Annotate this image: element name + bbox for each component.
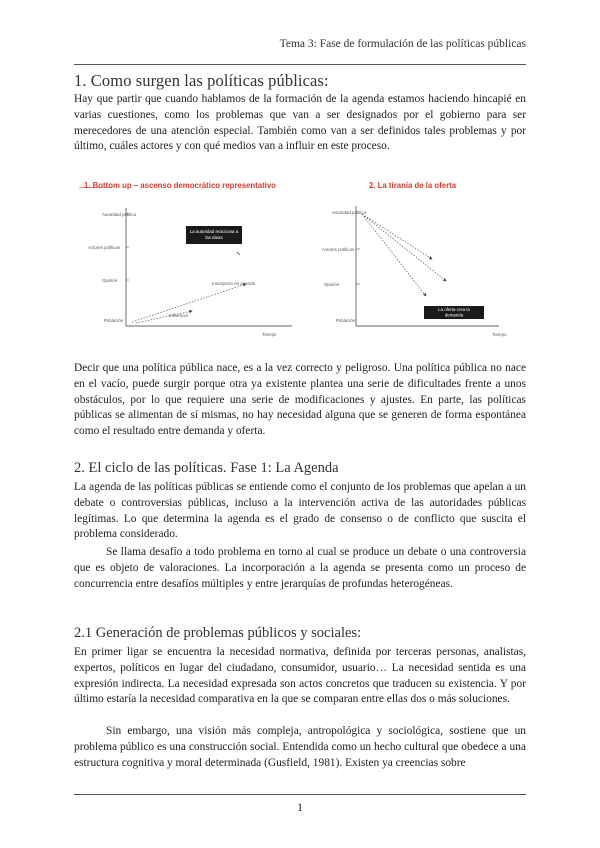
- supply-tyranny-diagram: [322, 181, 507, 337]
- bottom-up-title: 1. Bottom up – ascenso democrático representativo: [84, 181, 276, 190]
- section-1-paragraph-1: Hay que partir que cuando hablamos de la formación de la agenda estamos haciendo hincapié en varias cuestiones, como los problemas que van a ser designados por el gobierno para ser merecedores de una atención especial. También como van a ser definidos tales problemas y por último, cuáles actores y con qué medios van a influir en este proceso.: [74, 93, 526, 153]
- left-label-opinion: Opinión: [102, 278, 118, 283]
- page-number: 1: [297, 800, 303, 814]
- left-tick-mark: [237, 252, 240, 255]
- right-x-label: Tiempo: [492, 332, 507, 337]
- left-box-line-1: La autoridad reacciona a: [189, 229, 239, 234]
- right-label-actores: Actores políticos: [322, 247, 355, 252]
- header-rule: [74, 64, 526, 65]
- figure-svg: [74, 176, 526, 348]
- left-label-inscripcion: Inscripción en agenda: [212, 281, 255, 286]
- section-2-heading: 2. El ciclo de las políticas. Fase 1: La Agenda: [74, 460, 339, 476]
- section-2-1-paragraph-2: Sin embargo, una visión más compleja, antropológica y sociológica, sostiene que un problema público es una construcción social. Entendida como un hecho cultural que obedece a una estructura cognitiva y moral determinada (Gusfield, 1981). Existen ya creencias sobre: [74, 725, 526, 769]
- left-dashed-arrow-long: [132, 284, 246, 322]
- section-2-1-paragraph-1: En primer ligar se encuentra la necesidad normativa, definida por terceras personas, analistas, expertos, políticos en lugar del ciudadano, consumidor, usuario… La necesidad sentida es una expresión indirecta. La necesidad expresada son actos concretos que traducen su existencia. Y por último estaría la necesidad comparativa en la que se comparan entre ellas dos o más soluciones.: [74, 646, 526, 706]
- section-1-paragraph-2: Decir que una política pública nace, es a la vez correcto y peligroso. Una política pública no nace en el vacío, puede surgir porque otra ya existente plantea una serie de dificultades frente a unos obstáculos, por lo que requiere una serie de modificaciones y ajustes. En parte, las políticas públicas se alimentan de sí mismas, no hay necesidad alguna que se generen de forma espontánea como el resultado entre demanda y oferta.: [74, 362, 526, 438]
- bottom-up-diagram: [79, 181, 292, 337]
- left-label-autoridad: Autoridad pública: [102, 212, 136, 217]
- section-2-paragraph-2: Se llama desafío a todo problema en torno al cual se produce un debate o una controversia que es objeto de valoraciones. La incorporación a la agenda se presenta como un proceso de concurrencia entre desafíos múltiples y entre jerarquías de profundas heterogéneas.: [74, 546, 526, 590]
- footer-rule: [74, 794, 526, 795]
- right-label-opinion: Opinión: [324, 282, 340, 287]
- right-label-poblacion: Población: [336, 318, 356, 323]
- figure-policy-diagrams: [74, 176, 526, 348]
- left-label-actores: Actores políticos: [88, 245, 121, 250]
- right-dashed-arrow-1: [362, 214, 432, 259]
- section-2-1-heading: 2.1 Generación de problemas públicos y sociales:: [74, 625, 362, 641]
- right-box-line-1: La oferta crea la: [438, 307, 470, 312]
- left-label-influencia: Influencia: [169, 313, 188, 318]
- left-box-line-2: las ideas: [205, 235, 223, 240]
- right-dashed-arrow-3: [362, 214, 426, 296]
- right-box-line-2: demanda: [444, 312, 464, 318]
- left-label-poblacion: Población: [104, 318, 124, 323]
- right-label-autoridad: Autoridad pública: [332, 210, 366, 215]
- section-2-paragraph-1: La agenda de las políticas públicas se entiende como el conjunto de los problemas que apelan a un debate o controversias públicas, incluso a la intervención activa de las autoridades públicas legítimas. Lo que determina la agenda es el grado de consenso o de conflicto que suscita el problema considerado.: [74, 481, 526, 541]
- left-x-label: Tiempo: [262, 332, 277, 337]
- right-dashed-arrow-2: [362, 214, 446, 281]
- supply-tyranny-title: 2. La tiranía de la oferta: [369, 181, 457, 190]
- running-header: Tema 3: Fase de formulación de las políticas públicas: [279, 38, 526, 50]
- section-1-heading: 1. Como surgen las políticas públicas:: [74, 71, 329, 90]
